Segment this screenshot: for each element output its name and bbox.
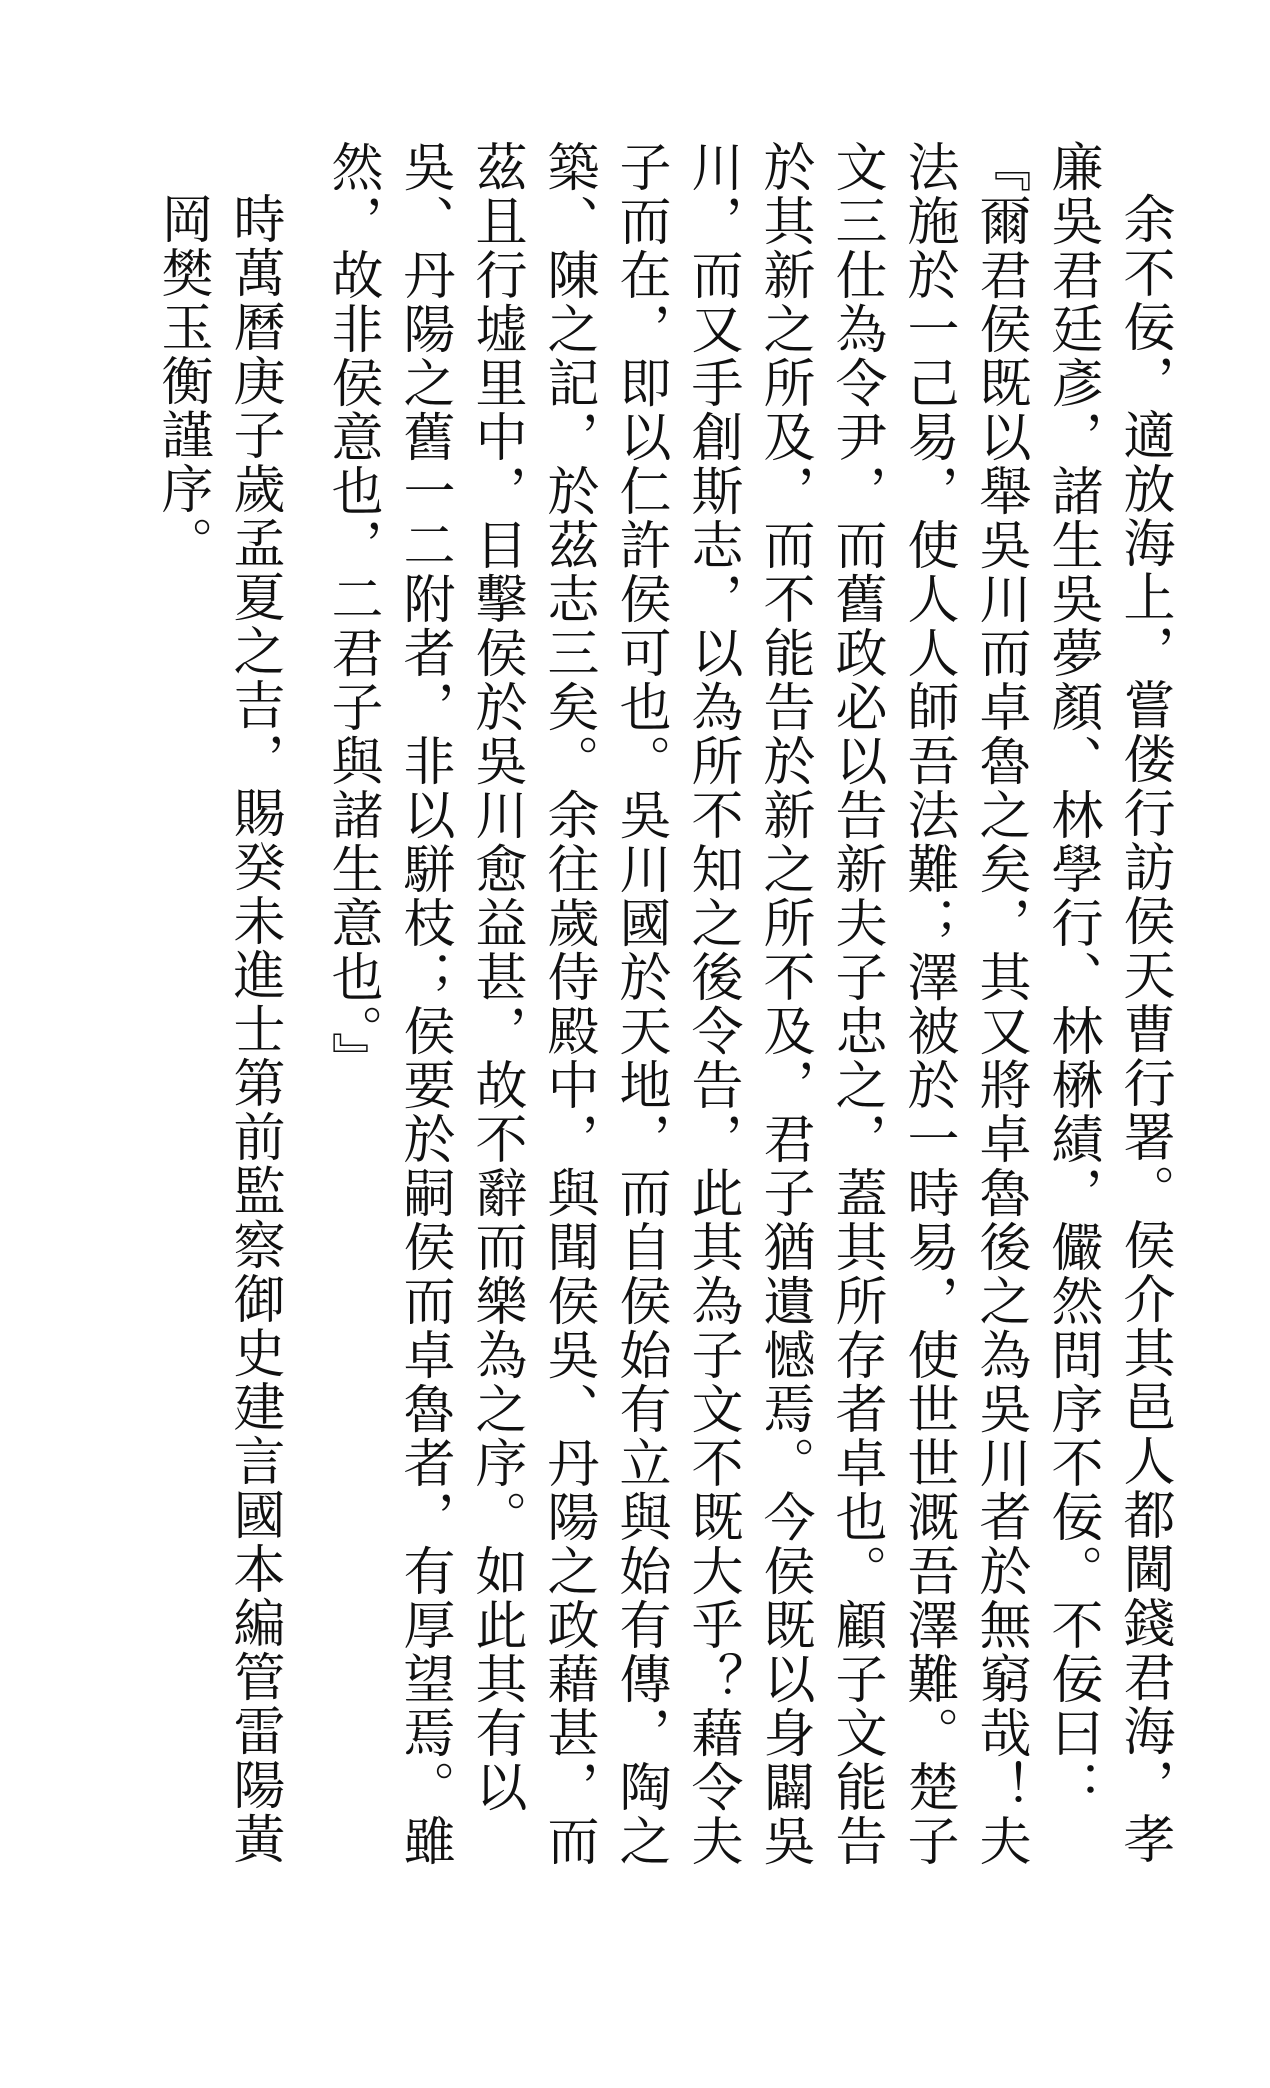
preface-body-paragraph: 余不佞，適放海上，嘗偻行訪侯天曹行署。侯介其邑人都閫錢君海，孝廉吳君廷彥，諸生吳夢顏、林學行、林楙績，儼然問序不佞。不佞曰：『爾君侯既以舉吳川而卓魯之矣，其又將卓魯後之為吳川者於無窮哉！夫法施於一己易，使人人師吾法難；澤被於一時易，使世世溉吾澤難。楚子文三仕為令尹，而舊政必以告新夫子忠之，蓋其所存者卓也。顧子文能告於其新之所及，而不能告於新之所不及，君子猶遺憾焉。今侯既以身闢吳川，而又手創斯志，以為所不知之後令告，此其為子文不既大乎？藉令夫子而在，即以仁許侯可也。吳川國於天地，而自侯始有立與始有傳，陶之築、陳之記，於茲志三矣。余往歲侍殿中，與聞侯吳、丹陽之政藉甚，而茲且行墟里中，目擊侯於吳川愈益甚，故不辭而樂為之序。如此其有以吳、丹陽之舊一二附者，非以駢枝；侯要於嗣侯而卓魯者，有厚望焉。雖然，故非侯意也，二君子與諸生意也。』 [322,140,1174,1868]
vertical-text-block [146,140,1180,1890]
colophon-signature: 時萬曆庚子歲孟夏之吉，賜癸未進士第前監察御史建言國本編管雷陽黃岡樊玉衡謹序。 [152,192,284,1866]
